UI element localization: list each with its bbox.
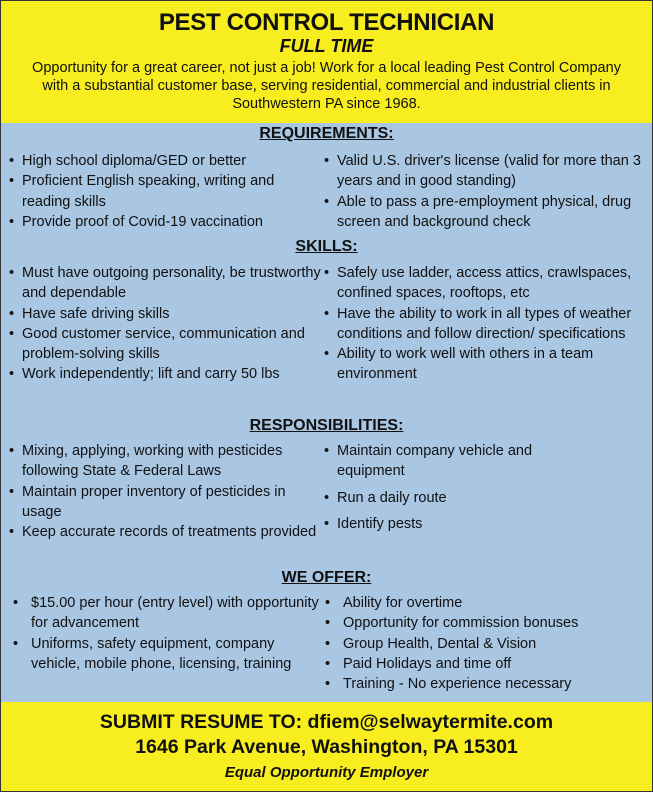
intro-text: Opportunity for a great career, not just a job! Work for a local leading Pest Control Company with a substantial customer base, serving residential, commercial and industrial clients in Southwestern PA since 1968. xyxy=(32,60,621,112)
offer-heading: WE OFFER: xyxy=(281,569,372,586)
requirements-heading: REQUIREMENTS: xyxy=(259,125,394,142)
mailing-address: 1646 Park Avenue, Washington, PA 15301 xyxy=(135,736,518,758)
header-banner xyxy=(1,1,652,123)
list-item: • Maintain company vehicle and equipment xyxy=(324,441,564,482)
list-item: • Uniforms, safety equipment, company vehicle, mobile phone, licensing, training xyxy=(9,634,321,675)
list-item: • Identify pests xyxy=(324,514,564,534)
list-item: • Run a daily route xyxy=(324,488,564,508)
list-item: • Proficient English speaking, writing and reading skills xyxy=(9,171,314,212)
skills-right xyxy=(324,263,642,385)
list-item: • High school diploma/GED or better xyxy=(9,151,314,171)
list-item: • Good customer service, communication and problem-solving skills xyxy=(9,324,327,365)
list-item: • Able to pass a pre-employment physical, drug screen and background check xyxy=(324,192,642,233)
responsibilities-left xyxy=(9,441,327,542)
responsibilities-right xyxy=(324,441,564,540)
requirements-left xyxy=(9,151,314,232)
responsibilities-heading: RESPONSIBILITIES: xyxy=(249,417,404,434)
offer-right xyxy=(321,593,646,694)
list-item: • Paid Holidays and time off xyxy=(321,654,646,674)
list-item: • Mixing, applying, working with pesticides following State & Federal Laws xyxy=(9,441,327,482)
list-item: • Valid U.S. driver's license (valid for more than 3 years and in good standing) xyxy=(324,151,642,192)
list-item: • Training - No experience necessary xyxy=(321,674,646,694)
list-item: • Opportunity for commission bonuses xyxy=(321,613,646,633)
list-item: • $15.00 per hour (entry level) with opportunity for advancement xyxy=(9,593,321,634)
list-item: • Must have outgoing personality, be trustworthy and dependable xyxy=(9,263,327,304)
list-item: • Safely use ladder, access attics, crawlspaces, confined spaces, rooftops, etc xyxy=(324,263,642,304)
skills-left xyxy=(9,263,327,385)
list-item: • Maintain proper inventory of pesticides in usage xyxy=(9,482,327,523)
skills-heading: SKILLS: xyxy=(295,238,358,255)
equal-opportunity-note: Equal Opportunity Employer xyxy=(224,764,429,781)
list-item: • Work independently; lift and carry 50 lbs xyxy=(9,364,327,384)
list-item: • Keep accurate records of treatments provided xyxy=(9,522,327,542)
job-title: PEST CONTROL TECHNICIAN xyxy=(158,9,495,36)
list-item: • Ability for overtime xyxy=(321,593,646,613)
submit-resume-line: SUBMIT RESUME TO: dfiem@selwaytermite.com xyxy=(99,711,554,733)
list-item: • Have the ability to work in all types of weather conditions and follow direction/ specifications xyxy=(324,304,642,345)
job-type: FULL TIME xyxy=(279,36,374,56)
footer-banner xyxy=(1,702,652,791)
list-item: • Group Health, Dental & Vision xyxy=(321,634,646,654)
list-item: • Have safe driving skills xyxy=(9,304,327,324)
list-item: • Ability to work well with others in a team environment xyxy=(324,344,642,385)
requirements-right xyxy=(324,151,642,232)
offer-left xyxy=(9,593,321,674)
list-item: • Provide proof of Covid-19 vaccination xyxy=(9,212,314,232)
